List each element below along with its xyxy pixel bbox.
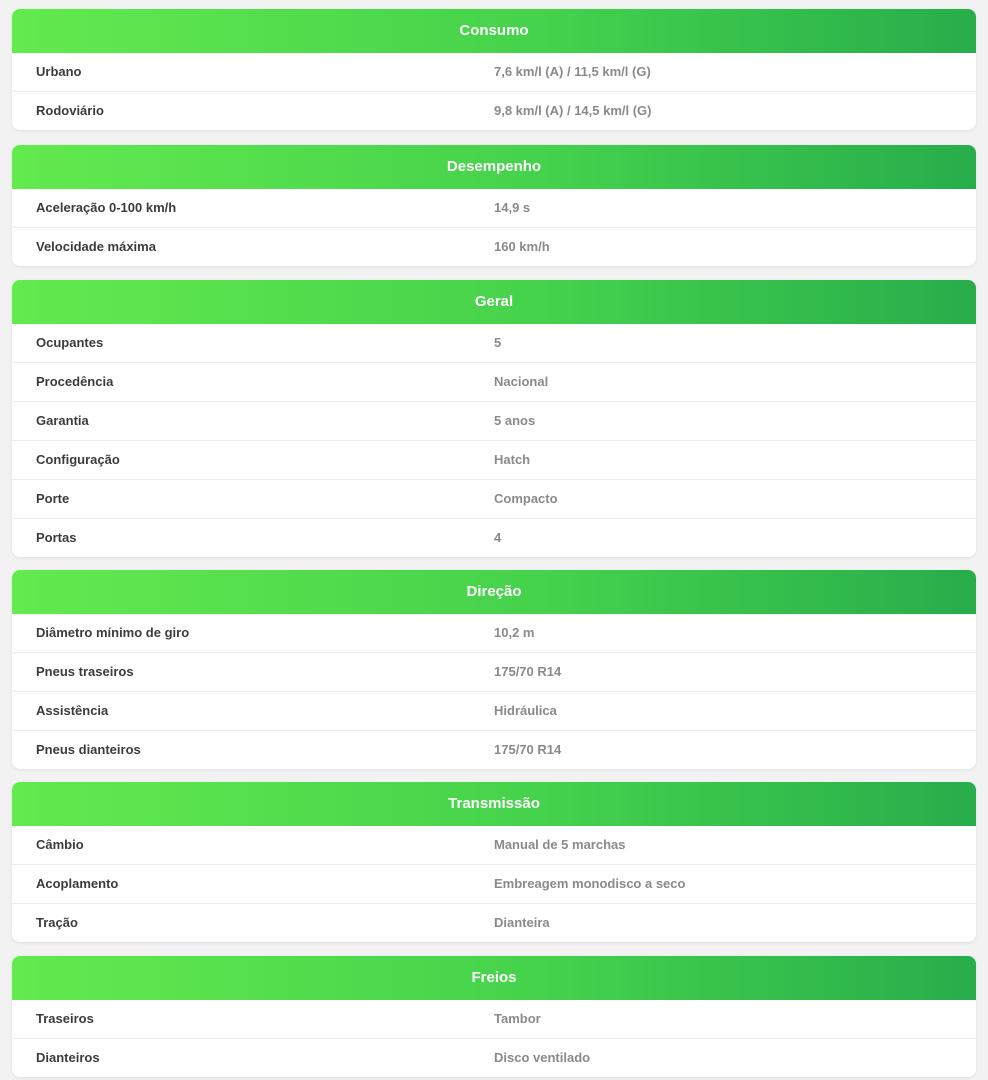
spec-label: Velocidade máxima — [36, 239, 156, 254]
spec-value: 9,8 km/l (A) / 14,5 km/l (G) — [494, 103, 652, 118]
spec-value: 14,9 s — [494, 200, 531, 215]
spec-row — [12, 904, 976, 942]
spec-label: Dianteiros — [36, 1050, 100, 1065]
section-title: Transmissão — [12, 782, 976, 826]
spec-label: Traseiros — [36, 1011, 94, 1026]
spec-label: Aceleração 0-100 km/h — [36, 200, 177, 215]
spec-row — [12, 53, 976, 92]
spec-value: 7,6 km/l (A) / 11,5 km/l (G) — [494, 64, 651, 79]
spec-label: Configuração — [36, 452, 120, 467]
spec-label: Rodoviário — [36, 103, 104, 118]
spec-label: Ocupantes — [36, 335, 104, 350]
spec-row — [12, 92, 976, 130]
spec-row — [12, 1000, 976, 1039]
spec-label: Tração — [36, 915, 78, 930]
section-title: Freios — [12, 956, 976, 1000]
spec-row — [12, 441, 976, 480]
spec-label: Pneus traseiros — [36, 664, 134, 679]
spec-row — [12, 480, 976, 519]
spec-row — [12, 692, 976, 731]
section-title: Desempenho — [12, 145, 976, 189]
spec-section-2 — [12, 280, 976, 557]
spec-section-1 — [12, 145, 976, 266]
spec-value: Tambor — [494, 1011, 541, 1026]
spec-label: Câmbio — [36, 837, 84, 852]
spec-value: 4 — [494, 530, 502, 545]
spec-value: Hatch — [494, 452, 531, 467]
spec-value: Embreagem monodisco a seco — [494, 876, 686, 891]
spec-row — [12, 826, 976, 865]
spec-label: Portas — [36, 530, 77, 545]
spec-row — [12, 653, 976, 692]
spec-value: Dianteira — [494, 915, 550, 930]
spec-value: Manual de 5 marchas — [494, 837, 626, 852]
spec-label: Pneus dianteiros — [36, 742, 141, 757]
spec-value: Nacional — [494, 374, 549, 389]
spec-label: Assistência — [36, 703, 109, 718]
spec-section-0 — [12, 9, 976, 130]
spec-section-4 — [12, 782, 976, 942]
spec-label: Porte — [36, 491, 70, 506]
spec-row — [12, 614, 976, 653]
spec-value: 5 — [494, 335, 502, 350]
spec-row — [12, 189, 976, 228]
spec-value: 160 km/h — [494, 239, 550, 254]
spec-value: Hidráulica — [494, 703, 557, 718]
spec-row — [12, 519, 976, 557]
spec-value: 175/70 R14 — [494, 742, 562, 757]
spec-label: Diâmetro mínimo de giro — [36, 625, 190, 640]
spec-row — [12, 228, 976, 266]
spec-row — [12, 865, 976, 904]
spec-value: 5 anos — [494, 413, 536, 428]
section-title: Geral — [12, 280, 976, 324]
spec-label: Acoplamento — [36, 876, 119, 891]
spec-value: Disco ventilado — [494, 1050, 591, 1065]
spec-label: Garantia — [36, 413, 89, 428]
spec-section-3 — [12, 570, 976, 769]
spec-value: 175/70 R14 — [494, 664, 562, 679]
spec-section-5 — [12, 956, 976, 1077]
spec-label: Procedência — [36, 374, 114, 389]
spec-value: 10,2 m — [494, 625, 535, 640]
spec-value: Compacto — [494, 491, 558, 506]
spec-row — [12, 1039, 976, 1077]
spec-row — [12, 402, 976, 441]
spec-row — [12, 731, 976, 769]
spec-row — [12, 363, 976, 402]
spec-row — [12, 324, 976, 363]
spec-label: Urbano — [36, 64, 82, 79]
section-title: Consumo — [12, 9, 976, 53]
section-title: Direção — [12, 570, 976, 614]
